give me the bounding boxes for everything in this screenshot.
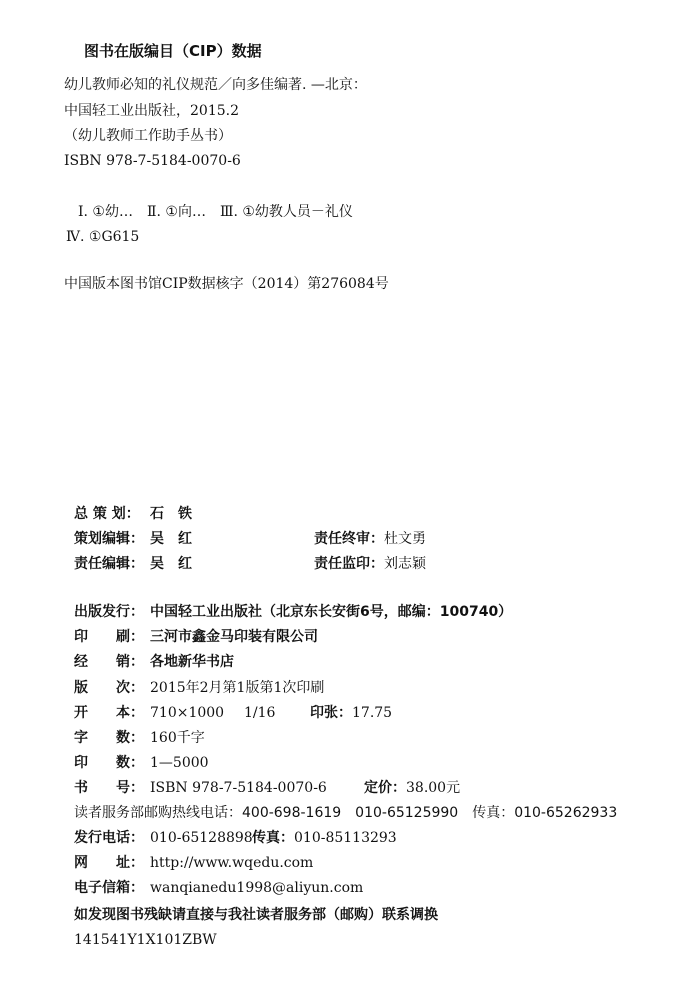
sales-row (74, 653, 234, 671)
print-supervisor-value: 刘志颖 (384, 556, 426, 572)
words-label: 字 数： (74, 730, 144, 746)
cip-line-2: 中国轻工业出版社，2015.2 (64, 103, 239, 119)
cip-line-3: （幼儿教师工作助手丛书） (64, 128, 232, 144)
website-row (74, 854, 313, 872)
format-fraction: 1/16 (244, 705, 276, 721)
reader-service-text: 读者服务部邮购热线电话：400-698-1619 010-65125990 传真：010-65262933 (74, 805, 618, 821)
fax-label: 传真： (252, 830, 294, 846)
notice-row (74, 906, 438, 924)
planning-editor-value: 吴 红 (150, 531, 192, 547)
price-cell (364, 779, 460, 797)
fax-cell (252, 829, 397, 847)
sales-label: 经 销： (74, 654, 144, 670)
distribution-label: 出版发行： (74, 604, 144, 620)
print-supervisor-cell (314, 555, 426, 573)
planning-editor-label: 策划编辑： (74, 531, 144, 547)
sheets-label: 印张： (310, 705, 352, 721)
phone-row (74, 829, 397, 847)
format-label: 开 本： (74, 705, 144, 721)
edition-row (74, 679, 324, 697)
reader-service-row (74, 804, 617, 822)
sheets-cell (310, 704, 392, 722)
email-row (74, 879, 363, 897)
responsible-editor-label: 责任编辑： (74, 556, 144, 572)
book-number-value: ISBN 978-7-5184-0070-6 (150, 780, 327, 796)
cip-classification-2: Ⅳ. ①G615 (66, 229, 140, 245)
responsible-editor-value: 吴 红 (150, 556, 192, 572)
cip-record-number: 中国版本图书馆CIP数据核字（2014）第276084号 (64, 276, 389, 292)
price-value: 38.00元 (406, 780, 461, 796)
chief-planner-row (74, 505, 192, 523)
price-label: 定价： (364, 780, 406, 796)
edition-value: 2015年2月第1版第1次印刷 (150, 680, 325, 696)
book-code-row (74, 931, 217, 949)
edition-label: 版 次： (74, 680, 144, 696)
phone-label: 发行电话： (74, 830, 144, 846)
email-label: 电子信箱： (74, 880, 144, 896)
responsible-editor-row (74, 555, 426, 573)
final-review-value: 杜文勇 (384, 531, 426, 547)
fax-value: 010-85113293 (294, 830, 397, 846)
website-link[interactable]: http://www.wqedu.com (150, 855, 314, 871)
book-number-label: 书 号： (74, 780, 144, 796)
sales-value: 各地新华书店 (150, 654, 234, 670)
words-row (74, 729, 205, 747)
cip-title: 图书在版编目（CIP）数据 (84, 42, 262, 60)
printer-value: 三河市鑫金马印装有限公司 (150, 629, 318, 645)
printer-label: 印 刷： (74, 629, 144, 645)
sheets-value: 17.75 (352, 705, 393, 721)
copies-row (74, 754, 209, 772)
final-review-cell (314, 530, 426, 548)
cip-isbn: ISBN 978-7-5184-0070-6 (64, 153, 241, 169)
cip-classification-1: Ⅰ. ①幼… Ⅱ. ①向… Ⅲ. ①幼教人员－礼仪 (78, 204, 353, 220)
format-row (74, 704, 393, 722)
copies-value: 1—5000 (150, 755, 209, 771)
print-supervisor-label: 责任监印： (314, 556, 384, 572)
format-size: 710×1000 (150, 705, 225, 721)
book-code: 141541Y1X101ZBW (74, 932, 217, 948)
phone-value: 010-65128898 (150, 830, 253, 846)
chief-planner-label: 总 策 划： (74, 506, 140, 522)
distribution-value: 中国轻工业出版社（北京东长安街6号，邮编：100740） (150, 604, 513, 620)
final-review-label: 责任终审： (314, 531, 384, 547)
copies-label: 印 数： (74, 755, 144, 771)
printer-row (74, 628, 318, 646)
website-label: 网 址： (74, 855, 144, 871)
notice-text: 如发现图书残缺请直接与我社读者服务部（邮购）联系调换 (74, 907, 438, 923)
words-value: 160千字 (150, 730, 205, 746)
planning-editor-row (74, 530, 426, 548)
email-link[interactable]: wanqianedu1998@aliyun.com (150, 880, 364, 896)
cip-line-1: 幼儿教师必知的礼仪规范／向多佳编著. —北京： (64, 77, 367, 93)
chief-planner-value: 石 铁 (150, 506, 192, 522)
distribution-row (74, 603, 512, 621)
book-number-row (74, 779, 461, 797)
